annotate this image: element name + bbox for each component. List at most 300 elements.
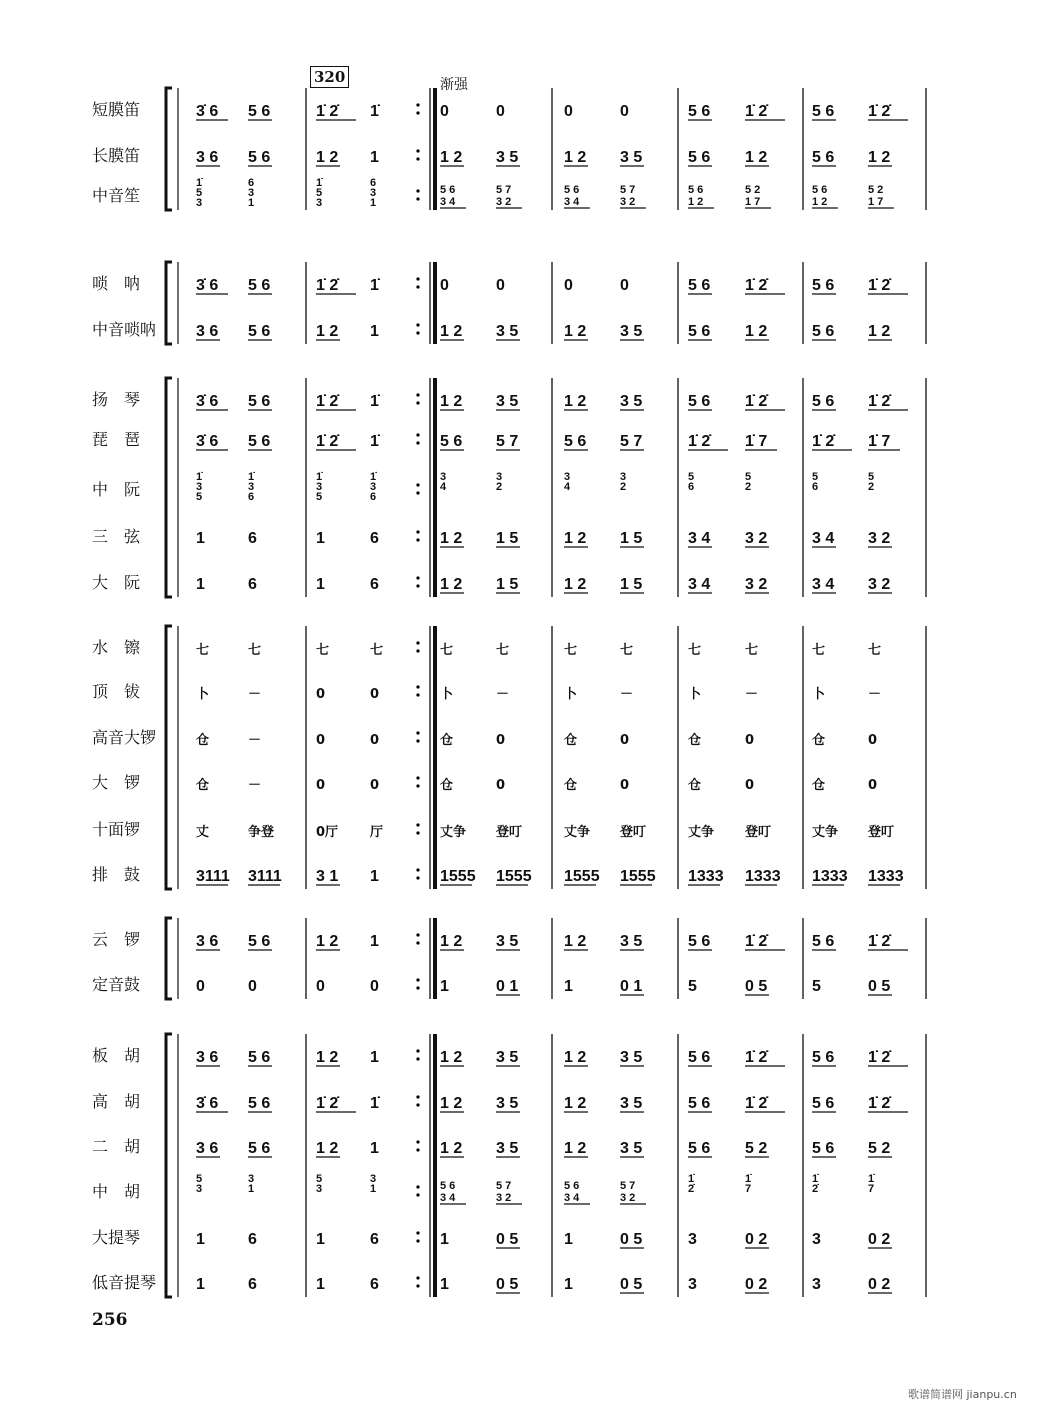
chord-note: 6 (812, 481, 819, 493)
percussion-syllable: 0 (370, 733, 380, 748)
chord-note-upper: 5 2 (868, 184, 884, 196)
repeat-dot (416, 393, 419, 396)
percussion-syllable: 登叮 (620, 825, 647, 840)
jianpu-note: 1 2 (564, 530, 587, 547)
jianpu-note: 5 6 (812, 103, 835, 120)
jianpu-note: 1̇ 2̇ (745, 933, 768, 950)
chord-note: 5 (745, 471, 752, 483)
jianpu-note: 5 6 (688, 393, 711, 410)
instrument-label: 顶 钹 (92, 682, 141, 701)
jianpu-note: 3111 (196, 868, 230, 885)
jianpu-note: 5 6 (248, 1095, 271, 1112)
jianpu-note: 1 (370, 149, 379, 166)
jianpu-note: 0 2 (868, 1276, 891, 1293)
repeat-dot (416, 731, 419, 734)
percussion-syllable: 0 (316, 687, 326, 702)
jianpu-note: 1 (440, 1276, 449, 1293)
percussion-syllable: 七 (316, 643, 330, 658)
jianpu-note: 1 (564, 1276, 573, 1293)
jianpu-note: 5 6 (248, 1140, 271, 1157)
repeat-dot (416, 986, 419, 989)
percussion-syllable: 七 (440, 643, 454, 658)
chord-note: 1 (248, 197, 255, 209)
percussion-syllable: 七 (745, 643, 759, 658)
jianpu-note: 0 1 (620, 978, 643, 995)
jianpu-note: 0 (370, 978, 379, 995)
repeat-dot (416, 433, 419, 436)
chord-note: 3 (196, 1183, 203, 1195)
jianpu-note: 3 6 (196, 149, 219, 166)
percussion-syllable: 仓 (564, 778, 578, 793)
jianpu-note: 1 5 (620, 530, 643, 547)
repeat-dot (416, 277, 419, 280)
jianpu-note: 1 (564, 1231, 573, 1248)
jianpu-note: 5 2 (868, 1140, 891, 1157)
jianpu-note: 1̇ 2̇ (812, 433, 835, 450)
jianpu-note: 3 (688, 1276, 697, 1293)
chord-note: 4 (440, 481, 447, 493)
percussion-syllable: － (496, 687, 510, 702)
chord-note-upper: 5 7 (620, 184, 636, 196)
jianpu-note: 1 (564, 978, 573, 995)
chord-note: 2 (745, 481, 752, 493)
jianpu-note: 1 2 (564, 1095, 587, 1112)
jianpu-note: 1 2 (564, 393, 587, 410)
repeat-dot (416, 693, 419, 696)
repeat-dot (416, 1276, 419, 1279)
jianpu-note: 1 2 (564, 323, 587, 340)
jianpu-note: 5 6 (688, 1095, 711, 1112)
jianpu-note: 1 2 (745, 323, 768, 340)
percussion-syllable: 0 (316, 778, 326, 793)
jianpu-note: 1̇ 2̇ (745, 1049, 768, 1066)
percussion-syllable: 丈争 (812, 825, 839, 840)
chord-note-lower: 1 7 (745, 196, 761, 208)
jianpu-note: 5 6 (248, 1049, 271, 1066)
instrument-label: 二 胡 (92, 1137, 141, 1156)
instrument-label: 短膜笛 (92, 100, 141, 119)
jianpu-note: 0 5 (620, 1231, 643, 1248)
jianpu-note: 1̇ 2̇ (688, 433, 711, 450)
chord-note: 5 (196, 187, 203, 199)
chord-note: 2 (496, 481, 503, 493)
jianpu-note: 1 2 (440, 1049, 463, 1066)
chord-note-upper: 5 7 (496, 184, 512, 196)
jianpu-note: 6 (370, 530, 379, 547)
percussion-syllable: 0 (745, 733, 755, 748)
chord-note: 3 (440, 471, 447, 483)
jianpu-note: 3 6 (196, 323, 219, 340)
jianpu-note: 0 (196, 978, 205, 995)
chord-note: 1̇ (868, 1173, 875, 1185)
instrument-label: 唢 呐 (92, 274, 141, 293)
repeat-dot (416, 933, 419, 936)
jianpu-note: 1 2 (564, 933, 587, 950)
jianpu-note: 3 5 (496, 323, 519, 340)
repeat-dot (416, 1185, 419, 1188)
chord-note: 1̇ (316, 177, 323, 189)
jianpu-note: 1 2 (564, 149, 587, 166)
jianpu-note: 3 (688, 1231, 697, 1248)
chord-note: 2 (620, 481, 627, 493)
jianpu-note: 1̇ (370, 393, 379, 410)
system-brace (166, 88, 172, 210)
chord-note: 3 (248, 481, 255, 493)
jianpu-note: 3 5 (620, 1140, 643, 1157)
jianpu-note: 5 7 (496, 433, 519, 450)
repeat-dot (416, 576, 419, 579)
jianpu-note: 1 2 (316, 1049, 339, 1066)
chord-note: 5 (196, 1173, 203, 1185)
jianpu-note: 3 6 (196, 933, 219, 950)
jianpu-note: 1555 (564, 868, 600, 885)
jianpu-note: 0 5 (620, 1276, 643, 1293)
jianpu-note: 1̇ 2̇ (868, 1049, 891, 1066)
jianpu-note: 6 (248, 1276, 257, 1293)
chord-note: 3 (248, 1173, 255, 1185)
percussion-syllable: 七 (564, 643, 578, 658)
repeat-dot (416, 1284, 419, 1287)
repeat-dot (416, 1103, 419, 1106)
repeat-dot (416, 157, 419, 160)
jianpu-note: 1̇ 2̇ (745, 277, 768, 294)
instrument-label: 低音提琴 (92, 1273, 157, 1292)
jianpu-note: 5 6 (564, 433, 587, 450)
jianpu-note: 1 2 (745, 149, 768, 166)
chord-note: 3 (196, 197, 203, 209)
jianpu-note: 1̇ 7 (868, 433, 891, 450)
instrument-label: 高 胡 (92, 1092, 141, 1111)
jianpu-note: 1333 (868, 868, 904, 885)
jianpu-note: 3 5 (620, 1049, 643, 1066)
percussion-syllable: 七 (620, 643, 634, 658)
jianpu-note: 6 (248, 530, 257, 547)
jianpu-note: 6 (248, 576, 257, 593)
percussion-syllable: － (248, 733, 262, 748)
jianpu-note: 1 2 (440, 1095, 463, 1112)
repeat-dot (416, 483, 419, 486)
instrument-label: 十面锣 (92, 820, 141, 839)
percussion-syllable: 卜 (812, 687, 826, 702)
percussion-syllable: 0 (620, 778, 630, 793)
jianpu-note: 1 2 (564, 576, 587, 593)
jianpu-note: 0 (496, 277, 505, 294)
percussion-syllable: 七 (812, 643, 826, 658)
jianpu-note: 3 2 (745, 530, 768, 547)
jianpu-note: 5 6 (688, 277, 711, 294)
chord-note: 4 (564, 481, 571, 493)
page-number: 256 (92, 1310, 128, 1330)
jianpu-note: 1555 (440, 868, 476, 885)
percussion-syllable: 仓 (812, 778, 826, 793)
jianpu-note: 1̇ 2̇ (745, 1095, 768, 1112)
rehearsal-mark: 320 (310, 66, 349, 88)
jianpu-note: 3 4 (688, 530, 711, 547)
jianpu-note: 1 5 (496, 530, 519, 547)
jianpu-note: 1 5 (496, 576, 519, 593)
jianpu-note: 0 (564, 277, 573, 294)
repeat-dot (416, 491, 419, 494)
percussion-syllable: 0 (868, 733, 878, 748)
instrument-label: 三 弦 (92, 527, 141, 546)
chord-note-upper: 5 7 (496, 1180, 512, 1192)
percussion-syllable: 仓 (196, 733, 210, 748)
jianpu-note: 1̇ (370, 433, 379, 450)
repeat-dot (416, 641, 419, 644)
chord-note-upper: 5 2 (745, 184, 761, 196)
repeat-dot (416, 941, 419, 944)
repeat-dot (416, 584, 419, 587)
jianpu-note: 0 (620, 103, 629, 120)
instrument-label: 排 鼓 (92, 865, 141, 884)
jianpu-note: 3 4 (688, 576, 711, 593)
jianpu-note: 5 6 (248, 393, 271, 410)
instrument-label: 中 阮 (92, 480, 141, 499)
jianpu-note: 1̇ 2̇ (316, 1095, 339, 1112)
chord-note-upper: 5 6 (440, 1180, 456, 1192)
percussion-syllable: 仓 (812, 733, 826, 748)
jianpu-note: 1̇ (370, 277, 379, 294)
jianpu-note: 5 6 (688, 1140, 711, 1157)
jianpu-note: 0 (496, 103, 505, 120)
instrument-label: 琵 琶 (92, 430, 141, 449)
jianpu-note: 3 5 (496, 1140, 519, 1157)
percussion-syllable: 登叮 (745, 825, 772, 840)
repeat-dot (416, 441, 419, 444)
jianpu-note: 3̇ 6 (196, 103, 219, 120)
repeat-dot (416, 1193, 419, 1196)
chord-note: 1 (370, 197, 377, 209)
percussion-syllable: 七 (248, 643, 262, 658)
repeat-dot (416, 197, 419, 200)
jianpu-note: 1̇ 2̇ (868, 103, 891, 120)
jianpu-note: 1 2 (868, 323, 891, 340)
percussion-syllable: 0 (745, 778, 755, 793)
jianpu-note: 1 2 (440, 149, 463, 166)
chord-note: 6 (688, 481, 695, 493)
repeat-dot (416, 538, 419, 541)
percussion-syllable: 争登 (248, 825, 275, 840)
jianpu-note: 1 (196, 1231, 205, 1248)
jianpu-note: 5 6 (248, 277, 271, 294)
jianpu-note: 3 (812, 1276, 821, 1293)
chord-note-upper: 5 6 (564, 1180, 580, 1192)
chord-note: 3 (620, 471, 627, 483)
repeat-dot (416, 323, 419, 326)
chord-note: 6 (248, 491, 255, 503)
percussion-syllable: 七 (496, 643, 510, 658)
jianpu-note: 5 2 (745, 1140, 768, 1157)
jianpu-note: 3 5 (496, 1049, 519, 1066)
jianpu-note: 1 2 (440, 933, 463, 950)
jianpu-note: 6 (370, 576, 379, 593)
jianpu-note: 3̇ 6 (196, 1095, 219, 1112)
jianpu-note: 1 (440, 1231, 449, 1248)
jianpu-note: 5 6 (812, 393, 835, 410)
jianpu-note: 3̇ 6 (196, 433, 219, 450)
jianpu-note: 1̇ 2̇ (316, 393, 339, 410)
jianpu-note: 1 2 (316, 933, 339, 950)
chord-note-lower: 1 2 (812, 196, 828, 208)
instrument-label: 高音大锣 (92, 728, 157, 747)
percussion-syllable: 仓 (440, 778, 454, 793)
jianpu-note: 1333 (688, 868, 724, 885)
chord-note: 5 (196, 491, 203, 503)
percussion-syllable: － (745, 687, 759, 702)
repeat-dot (416, 1095, 419, 1098)
chord-note: 5 (316, 187, 323, 199)
jianpu-note: 1 (370, 323, 379, 340)
chord-note: 1̇ (370, 471, 377, 483)
jianpu-note: 3 5 (496, 149, 519, 166)
chord-note: 5 (688, 471, 695, 483)
chord-note: 7 (745, 1183, 752, 1195)
jianpu-note: 5 7 (620, 433, 643, 450)
jianpu-note: 1 (370, 1049, 379, 1066)
percussion-syllable: 仓 (564, 733, 578, 748)
jianpu-note: 1 2 (440, 530, 463, 547)
chord-note: 3 (370, 481, 377, 493)
repeat-dot (416, 1231, 419, 1234)
repeat-dot (416, 831, 419, 834)
chord-note-lower: 3 2 (620, 196, 636, 208)
jianpu-note: 5 6 (248, 149, 271, 166)
instrument-label: 扬 琴 (92, 390, 141, 409)
chord-note: 5 (316, 1173, 323, 1185)
jianpu-note: 1555 (620, 868, 656, 885)
percussion-syllable: 卜 (688, 687, 702, 702)
percussion-syllable: 卜 (564, 687, 578, 702)
instrument-label: 大 阮 (92, 573, 141, 592)
chord-note: 1 (370, 1183, 377, 1195)
jianpu-note: 1̇ 2̇ (745, 393, 768, 410)
jianpu-note: 0 5 (868, 978, 891, 995)
percussion-syllable: 仓 (688, 733, 702, 748)
jianpu-note: 6 (248, 1231, 257, 1248)
repeat-dot (416, 189, 419, 192)
percussion-syllable: － (620, 687, 634, 702)
jianpu-note: 5 6 (248, 323, 271, 340)
chord-note: 1̇ (196, 471, 203, 483)
watermark: 歌谱简谱网 jianpu.cn (908, 1388, 1017, 1401)
jianpu-note: 1 (316, 530, 325, 547)
jianpu-note: 3 (812, 1231, 821, 1248)
system-brace (166, 626, 172, 889)
jianpu-note: 3 5 (496, 933, 519, 950)
jianpu-note: 1 2 (564, 1049, 587, 1066)
chord-note: 1̇ (316, 471, 323, 483)
jianpu-note: 1 2 (440, 1140, 463, 1157)
chord-note-upper: 5 6 (812, 184, 828, 196)
chord-note: 3 (248, 187, 255, 199)
jianpu-note: 0 (564, 103, 573, 120)
instrument-label: 水 镲 (92, 638, 141, 657)
jianpu-note: 1 (370, 868, 379, 885)
jianpu-note: 1 5 (620, 576, 643, 593)
repeat-dot (416, 978, 419, 981)
percussion-syllable: 七 (370, 643, 384, 658)
instrument-label: 大提琴 (92, 1228, 141, 1247)
percussion-syllable: 丈争 (688, 825, 715, 840)
jianpu-note: 1333 (812, 868, 848, 885)
jianpu-note: 5 (812, 978, 821, 995)
jianpu-note: 1 2 (868, 149, 891, 166)
jianpu-note: 5 6 (688, 933, 711, 950)
jianpu-note: 3 5 (620, 323, 643, 340)
repeat-dot (416, 685, 419, 688)
jianpu-note: 3 4 (812, 530, 835, 547)
percussion-syllable: 0 (370, 778, 380, 793)
percussion-syllable: 丈争 (564, 825, 591, 840)
repeat-dot (416, 876, 419, 879)
jianpu-note: 0 (440, 277, 449, 294)
jianpu-note: 3̇ 6 (196, 277, 219, 294)
repeat-dot (416, 776, 419, 779)
chord-note-lower: 3 4 (564, 1192, 580, 1204)
jianpu-note: 5 6 (248, 103, 271, 120)
jianpu-note: 1 (316, 1276, 325, 1293)
repeat-dot (416, 149, 419, 152)
jianpu-note: 1 2 (316, 1140, 339, 1157)
instrument-label: 定音鼓 (92, 975, 141, 994)
percussion-syllable: 0 (620, 733, 630, 748)
percussion-syllable: 丈 (196, 825, 210, 840)
chord-note: 1 (248, 1183, 255, 1195)
repeat-dot (416, 401, 419, 404)
jianpu-note: 0 1 (496, 978, 519, 995)
jianpu-note: 1̇ 2̇ (316, 433, 339, 450)
jianpu-note: 1 2 (440, 576, 463, 593)
chord-note: 1̇ (196, 177, 203, 189)
jianpu-note: 0 2 (745, 1231, 768, 1248)
chord-note: 3 (316, 197, 323, 209)
repeat-dot (416, 103, 419, 106)
chord-note: 6 (370, 177, 377, 189)
jianpu-note: 1 (196, 576, 205, 593)
percussion-syllable: 仓 (440, 733, 454, 748)
jianpu-note: 1 (370, 1140, 379, 1157)
repeat-dot (416, 649, 419, 652)
repeat-dot (416, 739, 419, 742)
system-brace (166, 378, 172, 597)
percussion-syllable: 七 (868, 643, 882, 658)
jianpu-note: 3 2 (868, 576, 891, 593)
repeat-dot (416, 1140, 419, 1143)
percussion-syllable: 七 (196, 643, 210, 658)
jianpu-note: 3 2 (745, 576, 768, 593)
chord-note-upper: 5 6 (440, 184, 456, 196)
chord-note-lower: 1 2 (688, 196, 704, 208)
jianpu-note: 5 6 (688, 323, 711, 340)
percussion-syllable: 仓 (196, 778, 210, 793)
jianpu-note: 0 5 (745, 978, 768, 995)
repeat-dot (416, 868, 419, 871)
jianpu-note: 5 6 (812, 149, 835, 166)
jianpu-note: 3 5 (620, 149, 643, 166)
jianpu-note: 1̇ 2̇ (868, 1095, 891, 1112)
jianpu-note: 1 2 (316, 149, 339, 166)
jianpu-note: 3111 (248, 868, 282, 885)
jianpu-note: 1 (196, 1276, 205, 1293)
chord-note: 3 (316, 1183, 323, 1195)
chord-note-upper: 5 6 (688, 184, 704, 196)
jianpu-note: 1 2 (440, 323, 463, 340)
chord-note-lower: 3 2 (496, 196, 512, 208)
jianpu-note: 5 6 (812, 323, 835, 340)
percussion-syllable: － (868, 687, 882, 702)
repeat-dot (416, 784, 419, 787)
jianpu-note: 1̇ 2̇ (316, 103, 339, 120)
